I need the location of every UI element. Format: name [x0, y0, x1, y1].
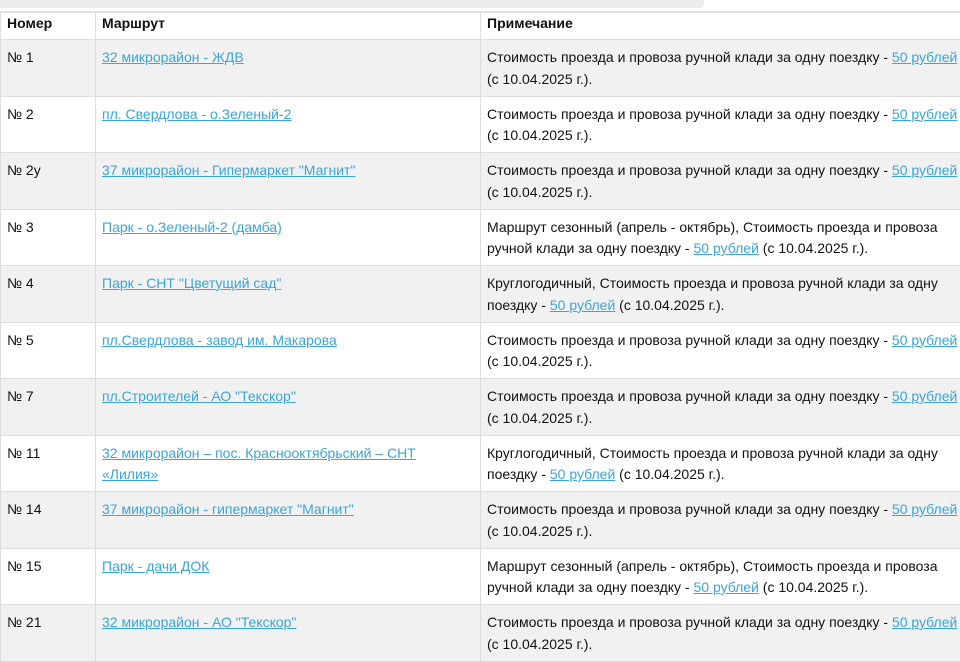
note-cell: [481, 96, 960, 153]
note-text: Стоимость проезда и провоза ручной клади за одну поездку -: [487, 388, 892, 404]
route-link[interactable]: Парк - СНТ "Цветущий сад": [102, 275, 281, 291]
price-link[interactable]: 50 рублей: [550, 466, 615, 482]
route-number: № 11: [1, 435, 96, 492]
price-link[interactable]: 50 рублей: [892, 49, 957, 65]
route-number: № 1: [1, 40, 96, 97]
note-date: (с 10.04.2025 г.).: [615, 297, 724, 313]
note-date: (с 10.04.2025 г.).: [487, 410, 592, 426]
note-text: Стоимость проезда и провоза ручной клади за одну поездку -: [487, 162, 892, 178]
route-number: № 2: [1, 96, 96, 153]
route-number: № 4: [1, 266, 96, 323]
table-row: [1, 209, 960, 266]
route-link[interactable]: Парк - дачи ДОК: [102, 558, 209, 574]
price-link[interactable]: 50 рублей: [892, 332, 957, 348]
route-cell: [96, 605, 481, 662]
header-route: Маршрут: [96, 13, 481, 40]
route-cell: [96, 322, 481, 379]
note-date: (с 10.04.2025 г.).: [487, 71, 592, 87]
price-link[interactable]: 50 рублей: [550, 297, 615, 313]
note-date: (с 10.04.2025 г.).: [487, 353, 592, 369]
table-row: [1, 548, 960, 605]
route-number: № 3: [1, 209, 96, 266]
note-text: Маршрут сезонный (апрель - октябрь), Стоимость проезда и провоза ручной клади за одну поездку -: [487, 219, 938, 257]
route-link[interactable]: пл.Строителей - АО "Текскор": [102, 388, 296, 404]
note-date: (с 10.04.2025 г.).: [759, 240, 868, 256]
route-number: № 5: [1, 322, 96, 379]
price-link[interactable]: 50 рублей: [693, 579, 758, 595]
route-link[interactable]: 37 микрорайон - гипермаркет "Магнит": [102, 501, 354, 517]
route-number: № 2у: [1, 153, 96, 210]
note-cell: [481, 548, 960, 605]
note-cell: [481, 322, 960, 379]
note-cell: [481, 153, 960, 210]
route-link[interactable]: Парк - о.Зеленый-2 (дамба): [102, 219, 282, 235]
route-cell: [96, 153, 481, 210]
table-row: [1, 266, 960, 323]
table-row: [1, 379, 960, 436]
price-link[interactable]: 50 рублей: [892, 501, 957, 517]
price-link[interactable]: 50 рублей: [892, 162, 957, 178]
note-text: Круглогодичный, Стоимость проезда и провоза ручной клади за одну поездку -: [487, 275, 938, 313]
note-text: Маршрут сезонный (апрель - октябрь), Стоимость проезда и провоза ручной клади за одну поездку -: [487, 558, 938, 596]
note-text: Стоимость проезда и провоза ручной клади за одну поездку -: [487, 614, 892, 630]
note-date: (с 10.04.2025 г.).: [615, 466, 724, 482]
price-link[interactable]: 50 рублей: [892, 388, 957, 404]
note-cell: [481, 435, 960, 492]
note-cell: [481, 379, 960, 436]
note-cell: [481, 209, 960, 266]
table-row: [1, 322, 960, 379]
note-cell: [481, 266, 960, 323]
route-number: № 15: [1, 548, 96, 605]
route-link[interactable]: 32 микрорайон - АО "Текскор": [102, 614, 296, 630]
note-date: (с 10.04.2025 г.).: [487, 636, 592, 652]
table-row: [1, 153, 960, 210]
note-text: Стоимость проезда и провоза ручной клади за одну поездку -: [487, 332, 892, 348]
route-cell: [96, 209, 481, 266]
note-text: Круглогодичный, Стоимость проезда и провоза ручной клади за одну поездку -: [487, 445, 938, 483]
table-row: [1, 96, 960, 153]
route-number: № 14: [1, 492, 96, 549]
route-cell: [96, 266, 481, 323]
price-link[interactable]: 50 рублей: [892, 614, 957, 630]
table-row: [1, 40, 960, 97]
route-link[interactable]: пл.Свердлова - завод им. Макарова: [102, 332, 337, 348]
price-link[interactable]: 50 рублей: [892, 106, 957, 122]
route-link[interactable]: 32 микрорайон - ЖДВ: [102, 49, 244, 65]
note-text: Стоимость проезда и провоза ручной клади за одну поездку -: [487, 501, 892, 517]
header-number: Номер: [1, 13, 96, 40]
note-cell: [481, 40, 960, 97]
note-text: Стоимость проезда и провоза ручной клади за одну поездку -: [487, 106, 892, 122]
route-number: № 21: [1, 605, 96, 662]
route-cell: [96, 40, 481, 97]
header-note: Примечание: [481, 13, 960, 40]
route-cell: [96, 96, 481, 153]
note-date: (с 10.04.2025 г.).: [487, 127, 592, 143]
table-row: [1, 605, 960, 662]
note-text: Стоимость проезда и провоза ручной клади за одну поездку -: [487, 49, 892, 65]
route-cell: [96, 379, 481, 436]
route-cell: [96, 548, 481, 605]
note-cell: [481, 492, 960, 549]
table-row: [1, 492, 960, 549]
route-link[interactable]: 32 микрорайон – пос. Краснооктябрьский – СНТ «Лилия»: [102, 445, 416, 483]
top-scrollbar[interactable]: [0, 0, 960, 12]
route-link[interactable]: 37 микрорайон - Гипермаркет "Магнит": [102, 162, 355, 178]
note-date: (с 10.04.2025 г.).: [759, 579, 868, 595]
note-cell: [481, 605, 960, 662]
route-cell: [96, 492, 481, 549]
route-link[interactable]: пл. Свердлова - о.Зеленый-2: [102, 106, 291, 122]
routes-table: [0, 12, 960, 662]
note-date: (с 10.04.2025 г.).: [487, 523, 592, 539]
route-number: № 7: [1, 379, 96, 436]
price-link[interactable]: 50 рублей: [693, 240, 758, 256]
route-cell: [96, 435, 481, 492]
table-header-row: [1, 13, 960, 40]
horizontal-scroll-thumb[interactable]: [0, 0, 704, 8]
table-row: [1, 435, 960, 492]
note-date: (с 10.04.2025 г.).: [487, 184, 592, 200]
